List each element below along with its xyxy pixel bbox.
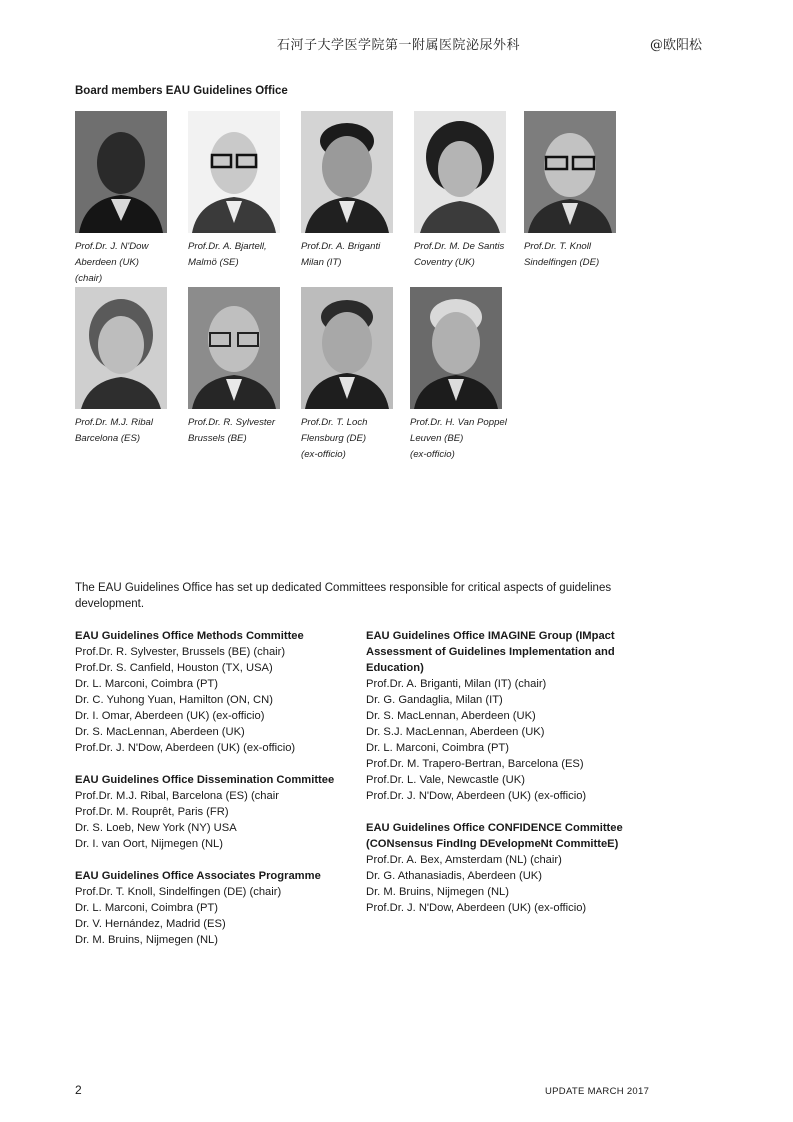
portrait-photo — [301, 287, 393, 409]
committee-member: Dr. S. MacLennan, Aberdeen (UK) — [366, 710, 536, 722]
committee-member: Dr. I. Omar, Aberdeen (UK) (ex-officio) — [75, 710, 265, 722]
committee-member: Prof.Dr. A. Briganti, Milan (IT) (chair) — [366, 678, 547, 690]
board-member-ribal — [75, 287, 185, 447]
board-member-van-poppel — [410, 287, 520, 463]
board-member-ndow — [75, 111, 185, 287]
member-caption: Prof.Dr. H. Van Poppel Leuven (BE) (ex-officio) — [410, 417, 507, 460]
committee-member: Dr. G. Gandaglia, Milan (IT) — [366, 694, 503, 706]
committee-member: Prof.Dr. L. Vale, Newcastle (UK) — [366, 774, 525, 786]
committee-title: EAU Guidelines Office IMAGINE Group (IMpact Assessment of Guidelines Implementation and Education) — [366, 630, 615, 674]
portrait-photo — [410, 287, 502, 409]
portrait-photo — [524, 111, 616, 233]
committee-member: Prof.Dr. J. N'Dow, Aberdeen (UK) (ex-officio) — [366, 790, 587, 802]
committee-member: Dr. G. Athanasiadis, Aberdeen (UK) — [366, 870, 542, 882]
committee-member: Prof.Dr. M.J. Ribal, Barcelona (ES) (chair — [75, 790, 279, 802]
committee-title: EAU Guidelines Office Associates Programme — [75, 870, 321, 882]
committee-member: Prof.Dr. J. N'Dow, Aberdeen (UK) (ex-officio) — [75, 742, 296, 754]
committee-member: Dr. S. MacLennan, Aberdeen (UK) — [75, 726, 245, 738]
footer-update: UPDATE MARCH 2017 — [545, 1086, 650, 1097]
committee-member: Prof.Dr. M. Trapero-Bertran, Barcelona (ES) — [366, 758, 584, 770]
board-heading: Board members EAU Guidelines Office — [75, 85, 288, 97]
committee-title: EAU Guidelines Office CONFIDENCE Committee (CONsensus FindIng DEvelopmeNt CommitteE) — [366, 822, 623, 850]
member-caption: Prof.Dr. T. Loch Flensburg (DE) (ex-officio) — [301, 417, 368, 460]
committee-member: Prof.Dr. T. Knoll, Sindelfingen (DE) (chair) — [75, 886, 282, 898]
portrait-photo — [75, 111, 167, 233]
committee-confidence — [366, 820, 636, 916]
committee-associates — [75, 868, 365, 948]
committee-member: Dr. L. Marconi, Coimbra (PT) — [366, 742, 509, 754]
committee-member: Prof.Dr. J. N'Dow, Aberdeen (UK) (ex-officio) — [366, 902, 587, 914]
board-member-briganti — [301, 111, 411, 271]
member-caption: Prof.Dr. J. N'Dow Aberdeen (UK) (chair) — [75, 241, 149, 284]
committee-member: Dr. M. Bruins, Nijmegen (NL) — [75, 934, 218, 946]
member-caption: Prof.Dr. A. Briganti Milan (IT) — [301, 241, 381, 268]
board-member-de-santis — [414, 111, 524, 271]
portrait-photo — [414, 111, 506, 233]
board-member-knoll — [524, 111, 634, 271]
committees-left-column — [75, 628, 365, 964]
page-number: 2 — [75, 1083, 82, 1097]
board-member-sylvester — [188, 287, 298, 447]
committee-title: EAU Guidelines Office Methods Committee — [75, 630, 304, 642]
committees-right-column — [366, 628, 636, 932]
member-caption: Prof.Dr. M.J. Ribal Barcelona (ES) — [75, 417, 154, 444]
committee-member: Prof.Dr. M. Rouprêt, Paris (FR) — [75, 806, 229, 818]
committee-member: Dr. I. van Oort, Nijmegen (NL) — [75, 838, 223, 850]
member-caption: Prof.Dr. A. Bjartell, Malmö (SE) — [188, 241, 267, 268]
portrait-photo — [75, 287, 167, 409]
committee-member: Dr. L. Marconi, Coimbra (PT) — [75, 902, 218, 914]
portrait-photo — [188, 287, 280, 409]
header-title: 石河子大学医学院第一附属医院泌尿外科 — [277, 38, 521, 53]
committee-member: Dr. S.J. MacLennan, Aberdeen (UK) — [366, 726, 545, 738]
board-member-loch — [301, 287, 411, 463]
intro-paragraph: The EAU Guidelines Office has set up dedicated Committees responsible for critical aspects of guidelines development. — [75, 582, 612, 610]
portrait-photo — [301, 111, 393, 233]
committee-imagine — [366, 628, 636, 804]
member-caption: Prof.Dr. R. Sylvester Brussels (BE) — [188, 417, 276, 444]
committee-title: EAU Guidelines Office Dissemination Committee — [75, 774, 335, 786]
committee-methods — [75, 628, 365, 756]
committee-member: Dr. V. Hernández, Madrid (ES) — [75, 918, 226, 930]
committee-member: Dr. C. Yuhong Yuan, Hamilton (ON, CN) — [75, 694, 273, 706]
committee-member: Prof.Dr. A. Bex, Amsterdam (NL) (chair) — [366, 854, 562, 866]
committee-member: Dr. M. Bruins, Nijmegen (NL) — [366, 886, 509, 898]
member-caption: Prof.Dr. T. Knoll Sindelfingen (DE) — [524, 241, 600, 268]
committee-dissemination — [75, 772, 365, 852]
board-member-bjartell — [188, 111, 298, 271]
header-handle: @欧阳松 — [650, 38, 703, 53]
committee-member: Prof.Dr. R. Sylvester, Brussels (BE) (chair) — [75, 646, 286, 658]
portrait-photo — [188, 111, 280, 233]
committee-member: Dr. L. Marconi, Coimbra (PT) — [75, 678, 218, 690]
committee-member: Prof.Dr. S. Canfield, Houston (TX, USA) — [75, 662, 273, 674]
member-caption: Prof.Dr. M. De Santis Coventry (UK) — [414, 241, 505, 268]
committee-member: Dr. S. Loeb, New York (NY) USA — [75, 822, 237, 834]
